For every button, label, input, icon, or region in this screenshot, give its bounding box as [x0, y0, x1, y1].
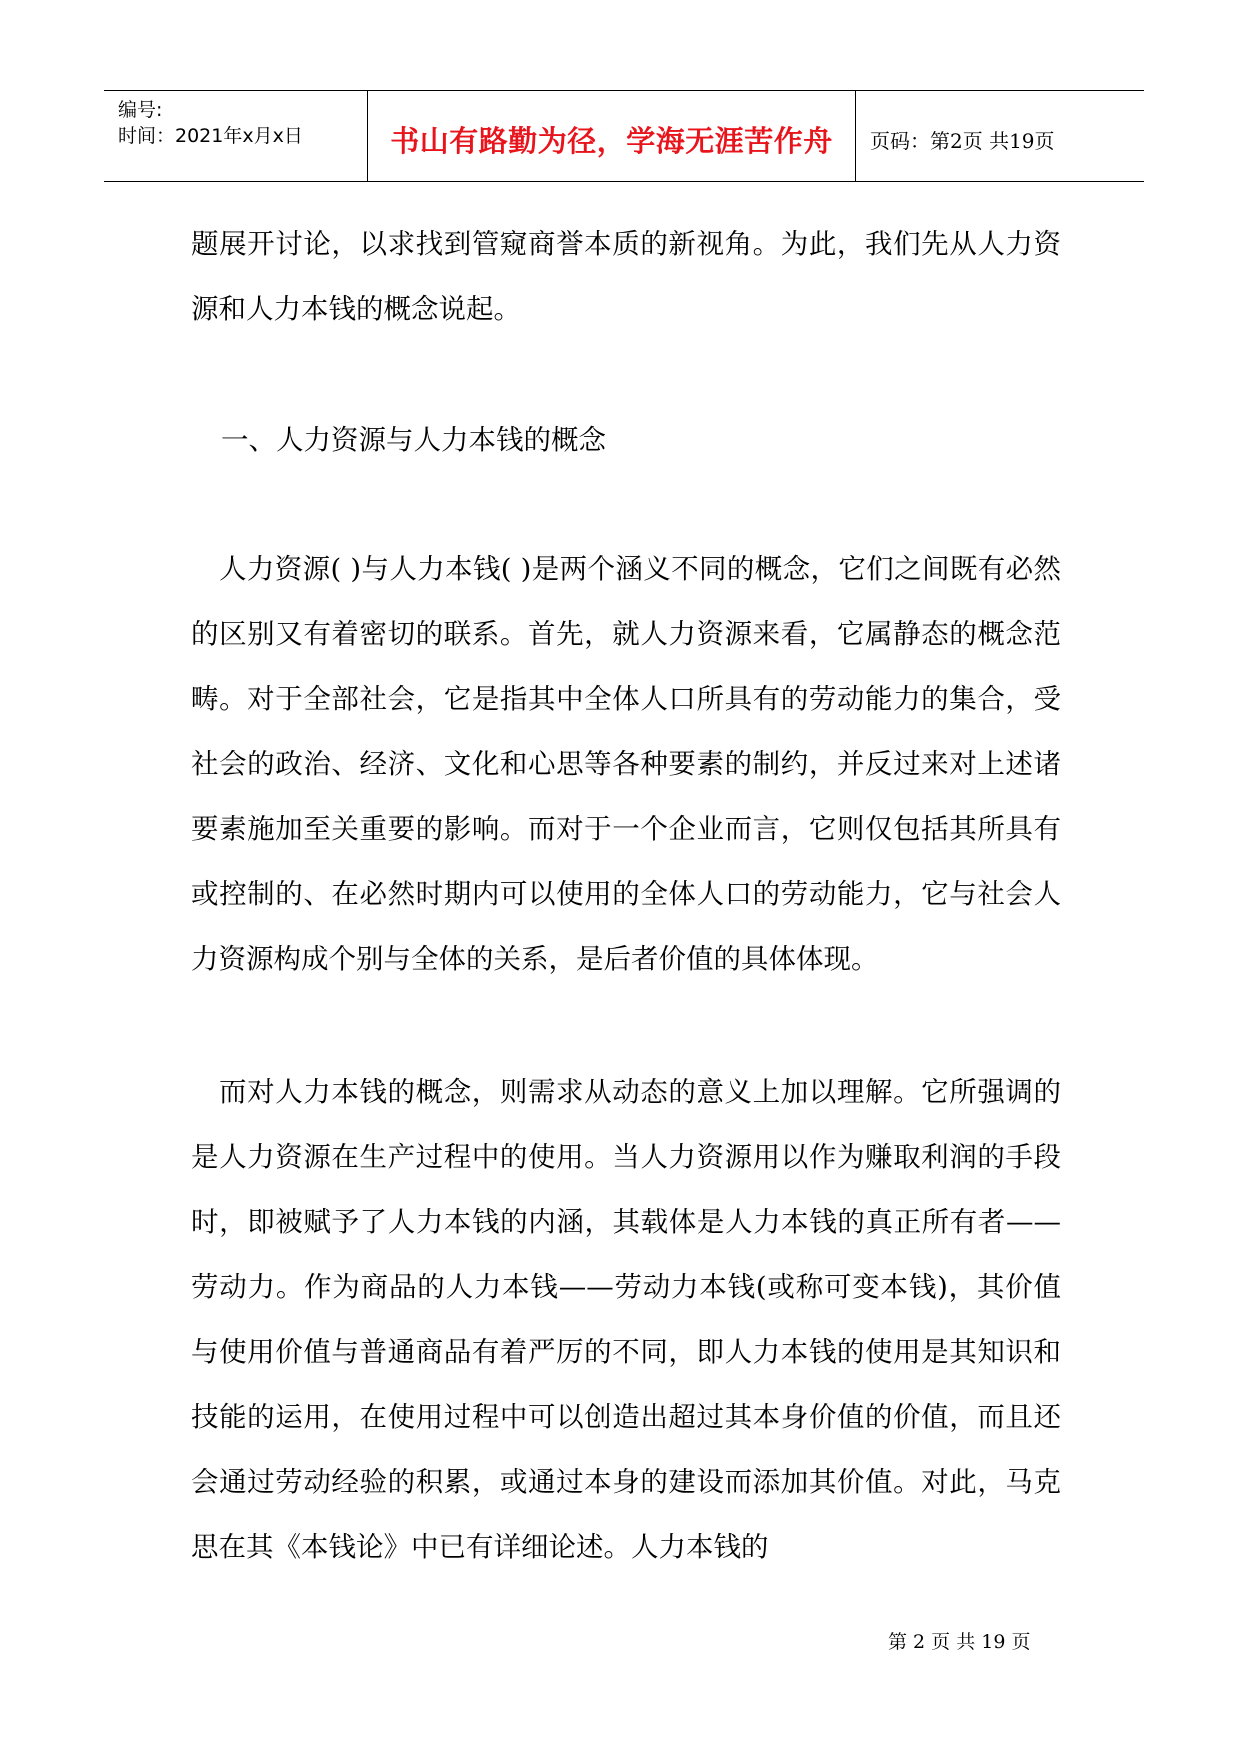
page-header [104, 90, 1144, 182]
header-meta-cell [104, 91, 368, 181]
header-motto-cell [368, 91, 856, 181]
time-label: 时间：2021年x月x日 [118, 125, 303, 147]
header-page-cell [856, 91, 1144, 181]
paragraph-human-resources: 人力资源( )与人力本钱( )是两个涵义不同的概念，它们之间既有必然的区别又有着密切的联系。首先，就人力资源来看，它属静态的概念范畴。对于全部社会，它是指其中全体人口所具有的劳动能力的集合，受社会的政治、经济、文化和心思等各种要素的制约，并反过来对上述诸要素施加至关重要的影响。而对于一个企业而言，它则仅包括其所具有或控制的、在必然时期内可以使用的全体人口的劳动能力，它与社会人力资源构成个别与全体的关系，是后者价值的具体体现。 [191, 553, 1061, 975]
section-heading: 一、人力资源与人力本钱的概念 [221, 424, 606, 456]
paragraph-human-capital: 而对人力本钱的概念，则需求从动态的意义上加以理解。它所强调的是人力资源在生产过程中的使用。当人力资源用以作为赚取利润的手段时，即被赋予了人力本钱的内涵，其载体是人力本钱的真正所有者——劳动力。作为商品的人力本钱——劳动力本钱(或称可变本钱)，其价值与使用价值与普通商品有着严厉的不同，即人力本钱的使用是其知识和技能的运用，在使用过程中可以创造出超过其本身价值的价值，而且还会通过劳动经验的积累，或通过本身的建设而添加其价值。对此，马克思在其《本钱论》中已有详细论述。人力本钱的 [191, 1076, 1061, 1563]
page-footer: 第 2 页 共 19 页 [888, 1631, 1031, 1653]
page-number-info: 页码：第2页 共19页 [870, 129, 1055, 153]
paragraph-continuation: 题展开讨论，以求找到管窥商誉本质的新视角。为此，我们先从人力资源和人力本钱的概念说起。 [191, 228, 1061, 325]
motto-text: 书山有路勤为径，学海无涯苦作舟 [390, 124, 833, 158]
serial-number-label: 编号: [118, 99, 163, 121]
